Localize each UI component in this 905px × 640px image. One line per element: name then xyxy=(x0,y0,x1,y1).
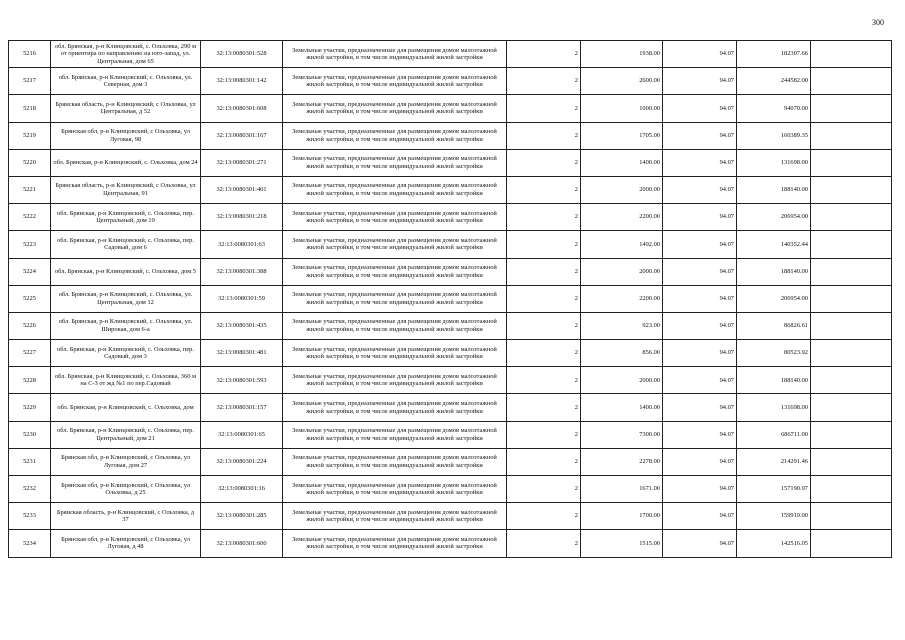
category-cell: 2 xyxy=(507,231,581,258)
row-number: 5223 xyxy=(9,231,51,258)
empty-cell xyxy=(811,530,892,557)
row-number: 5216 xyxy=(9,41,51,68)
table-row xyxy=(9,340,892,367)
cadastral-value-cell: 80523.92 xyxy=(737,340,811,367)
empty-cell xyxy=(811,68,892,95)
permitted-use-cell: Земельные участки, предназначенные для размещения домов малоэтажной жилой застройки, в том числе индивидуальной жилой застройки xyxy=(283,176,507,203)
table-row xyxy=(9,421,892,448)
cadastral-number-cell: 32:13:0080301:608 xyxy=(201,95,283,122)
table-body xyxy=(9,41,892,558)
category-cell: 2 xyxy=(507,448,581,475)
address-cell: обл. Брянская, р-н Клинцовский, с. Ольховка, дом 24 xyxy=(51,149,201,176)
address-cell: обл. Брянская, р-н Клинцовский, с. Ольховка, ул. Центральная, дом 12 xyxy=(51,285,201,312)
cadastral-number-cell: 32:13:0080301:528 xyxy=(201,41,283,68)
empty-cell xyxy=(811,285,892,312)
cadastral-number-cell: 32:13:0080301:388 xyxy=(201,258,283,285)
cadastral-number-cell: 32:13:0080301:157 xyxy=(201,394,283,421)
empty-cell xyxy=(811,95,892,122)
cadastral-value-cell: 131698.00 xyxy=(737,149,811,176)
table-row xyxy=(9,231,892,258)
cadastral-number-cell: 32:13:0080301:461 xyxy=(201,176,283,203)
category-cell: 2 xyxy=(507,258,581,285)
specific-value-cell: 94.07 xyxy=(663,312,737,339)
cadastral-number-cell: 32:13:0080301:224 xyxy=(201,448,283,475)
cadastral-number-cell: 32:13:0080301:218 xyxy=(201,204,283,231)
cadastral-number-cell: 32:13:0080301:16 xyxy=(201,476,283,503)
row-number: 5218 xyxy=(9,95,51,122)
cadastral-value-cell: 214291.46 xyxy=(737,448,811,475)
category-cell: 2 xyxy=(507,122,581,149)
empty-cell xyxy=(811,476,892,503)
empty-cell xyxy=(811,149,892,176)
land-registry-table xyxy=(8,40,892,558)
cadastral-number-cell: 32:13:0080301:285 xyxy=(201,503,283,530)
row-number: 5219 xyxy=(9,122,51,149)
cadastral-number-cell: 32:13:0080301:600 xyxy=(201,530,283,557)
address-cell: Брянская область, р-н Клинцовский, с Ольховка, д 37 xyxy=(51,503,201,530)
category-cell: 2 xyxy=(507,204,581,231)
permitted-use-cell: Земельные участки, предназначенные для размещения домов малоэтажной жилой застройки, в том числе индивидуальной жилой застройки xyxy=(283,367,507,394)
table-row xyxy=(9,312,892,339)
permitted-use-cell: Земельные участки, предназначенные для размещения домов малоэтажной жилой застройки, в том числе индивидуальной жилой застройки xyxy=(283,68,507,95)
row-number: 5232 xyxy=(9,476,51,503)
area-cell: 1400.00 xyxy=(581,149,663,176)
cadastral-number-cell: 32:13:0080301:435 xyxy=(201,312,283,339)
empty-cell xyxy=(811,258,892,285)
area-cell: 2000.00 xyxy=(581,176,663,203)
cadastral-value-cell: 140352.44 xyxy=(737,231,811,258)
area-cell: 2200.00 xyxy=(581,204,663,231)
address-cell: Брянская обл, р-н Клинцовский, с Ольховка, ул Луговая, 98 xyxy=(51,122,201,149)
empty-cell xyxy=(811,41,892,68)
table-row xyxy=(9,367,892,394)
row-number: 5227 xyxy=(9,340,51,367)
row-number: 5222 xyxy=(9,204,51,231)
cadastral-number-cell: 32:13:0080301:167 xyxy=(201,122,283,149)
row-number: 5220 xyxy=(9,149,51,176)
empty-cell xyxy=(811,503,892,530)
row-number: 5221 xyxy=(9,176,51,203)
cadastral-number-cell: 32:13:0080301:142 xyxy=(201,68,283,95)
table-row xyxy=(9,41,892,68)
table-row xyxy=(9,149,892,176)
row-number: 5224 xyxy=(9,258,51,285)
specific-value-cell: 94.07 xyxy=(663,95,737,122)
area-cell: 7300.00 xyxy=(581,421,663,448)
empty-cell xyxy=(811,448,892,475)
cadastral-number-cell: 32:13:0080301:593 xyxy=(201,367,283,394)
permitted-use-cell: Земельные участки, предназначенные для размещения домов малоэтажной жилой застройки, в том числе индивидуальной жилой застройки xyxy=(283,340,507,367)
cadastral-value-cell: 86826.61 xyxy=(737,312,811,339)
category-cell: 2 xyxy=(507,285,581,312)
area-cell: 2278.00 xyxy=(581,448,663,475)
permitted-use-cell: Земельные участки, предназначенные для размещения домов малоэтажной жилой застройки, в том числе индивидуальной жилой застройки xyxy=(283,204,507,231)
area-cell: 1671.00 xyxy=(581,476,663,503)
row-number: 5229 xyxy=(9,394,51,421)
empty-cell xyxy=(811,176,892,203)
specific-value-cell: 94.07 xyxy=(663,367,737,394)
row-number: 5228 xyxy=(9,367,51,394)
cadastral-value-cell: 206954.00 xyxy=(737,285,811,312)
empty-cell xyxy=(811,204,892,231)
address-cell: обл. Брянская, р-н Клинцовский, с. Ольховка, пер. Центральный, дом 21 xyxy=(51,421,201,448)
address-cell: обл. Брянская, р-н Клинцовский, с. Ольховка, пер. Садовый, дом 6 xyxy=(51,231,201,258)
page-number: 300 xyxy=(872,18,884,27)
category-cell: 2 xyxy=(507,176,581,203)
cadastral-number-cell: 32:13:0080301:65 xyxy=(201,421,283,448)
category-cell: 2 xyxy=(507,340,581,367)
permitted-use-cell: Земельные участки, предназначенные для размещения домов малоэтажной жилой застройки, в том числе индивидуальной жилой застройки xyxy=(283,421,507,448)
address-cell: обл. Брянская, р-н Клинцовский, с. Ольховка, 290 м от ориентира по направлению на юго-запад, ул. Центральная, дом 65 xyxy=(51,41,201,68)
area-cell: 856.00 xyxy=(581,340,663,367)
table-row xyxy=(9,394,892,421)
specific-value-cell: 94.07 xyxy=(663,421,737,448)
cadastral-value-cell: 188140.00 xyxy=(737,176,811,203)
area-cell: 1492.00 xyxy=(581,231,663,258)
permitted-use-cell: Земельные участки, предназначенные для размещения домов малоэтажной жилой застройки, в том числе индивидуальной жилой застройки xyxy=(283,258,507,285)
area-cell: 2000.00 xyxy=(581,367,663,394)
table-row xyxy=(9,204,892,231)
empty-cell xyxy=(811,421,892,448)
category-cell: 2 xyxy=(507,312,581,339)
specific-value-cell: 94.07 xyxy=(663,448,737,475)
area-cell: 1700.00 xyxy=(581,503,663,530)
permitted-use-cell: Земельные участки, предназначенные для размещения домов малоэтажной жилой застройки, в том числе индивидуальной жилой застройки xyxy=(283,231,507,258)
category-cell: 2 xyxy=(507,95,581,122)
address-cell: обл. Брянская, р-н Клинцовский, с. Ольховка, дом xyxy=(51,394,201,421)
table-row xyxy=(9,258,892,285)
cadastral-value-cell: 159919.00 xyxy=(737,503,811,530)
specific-value-cell: 94.07 xyxy=(663,149,737,176)
row-number: 5225 xyxy=(9,285,51,312)
area-cell: 1705.00 xyxy=(581,122,663,149)
empty-cell xyxy=(811,122,892,149)
category-cell: 2 xyxy=(507,503,581,530)
permitted-use-cell: Земельные участки, предназначенные для размещения домов малоэтажной жилой застройки, в том числе индивидуальной жилой застройки xyxy=(283,285,507,312)
empty-cell xyxy=(811,312,892,339)
table-row xyxy=(9,95,892,122)
cadastral-value-cell: 160389.35 xyxy=(737,122,811,149)
area-cell: 1000.00 xyxy=(581,95,663,122)
area-cell: 1400.00 xyxy=(581,394,663,421)
specific-value-cell: 94.07 xyxy=(663,68,737,95)
address-cell: обл. Брянская, р-н Клинцовский, с. Ольховка, 360 м на С-З от жд №1 по пер.Садовый xyxy=(51,367,201,394)
table-row xyxy=(9,530,892,557)
specific-value-cell: 94.07 xyxy=(663,285,737,312)
table-row xyxy=(9,503,892,530)
permitted-use-cell: Земельные участки, предназначенные для размещения домов малоэтажной жилой застройки, в том числе индивидуальной жилой застройки xyxy=(283,122,507,149)
specific-value-cell: 94.07 xyxy=(663,231,737,258)
cadastral-value-cell: 188140.00 xyxy=(737,258,811,285)
permitted-use-cell: Земельные участки, предназначенные для размещения домов малоэтажной жилой застройки, в том числе индивидуальной жилой застройки xyxy=(283,394,507,421)
category-cell: 2 xyxy=(507,149,581,176)
area-cell: 2000.00 xyxy=(581,258,663,285)
address-cell: обл. Брянская, р-н Клинцовский, с. Ольховка, ул. Северная, дом 3 xyxy=(51,68,201,95)
area-cell: 2200.00 xyxy=(581,285,663,312)
specific-value-cell: 94.07 xyxy=(663,503,737,530)
row-number: 5233 xyxy=(9,503,51,530)
cadastral-number-cell: 32:13:0080301:59 xyxy=(201,285,283,312)
permitted-use-cell: Земельные участки, предназначенные для размещения домов малоэтажной жилой застройки, в том числе индивидуальной жилой застройки xyxy=(283,41,507,68)
empty-cell xyxy=(811,340,892,367)
category-cell: 2 xyxy=(507,476,581,503)
cadastral-value-cell: 188140.00 xyxy=(737,367,811,394)
specific-value-cell: 94.07 xyxy=(663,394,737,421)
row-number: 5230 xyxy=(9,421,51,448)
specific-value-cell: 94.07 xyxy=(663,41,737,68)
address-cell: Брянская область, р-н Клинцовский, с Ольховка, ул Центральная, 91 xyxy=(51,176,201,203)
address-cell: Брянская обл, р-н Клинцовский, с Ольховка, ул Луговая, д 48 xyxy=(51,530,201,557)
permitted-use-cell: Земельные участки, предназначенные для размещения домов малоэтажной жилой застройки, в том числе индивидуальной жилой застройки xyxy=(283,312,507,339)
cadastral-value-cell: 244582.00 xyxy=(737,68,811,95)
cadastral-value-cell: 182307.66 xyxy=(737,41,811,68)
cadastral-value-cell: 131698.00 xyxy=(737,394,811,421)
cadastral-value-cell: 157190.97 xyxy=(737,476,811,503)
category-cell: 2 xyxy=(507,421,581,448)
permitted-use-cell: Земельные участки, предназначенные для размещения домов малоэтажной жилой застройки, в том числе индивидуальной жилой застройки xyxy=(283,503,507,530)
permitted-use-cell: Земельные участки, предназначенные для размещения домов малоэтажной жилой застройки, в том числе индивидуальной жилой застройки xyxy=(283,530,507,557)
area-cell: 923.00 xyxy=(581,312,663,339)
row-number: 5234 xyxy=(9,530,51,557)
specific-value-cell: 94.07 xyxy=(663,340,737,367)
category-cell: 2 xyxy=(507,41,581,68)
category-cell: 2 xyxy=(507,394,581,421)
permitted-use-cell: Земельные участки, предназначенные для размещения домов малоэтажной жилой застройки, в том числе индивидуальной жилой застройки xyxy=(283,149,507,176)
row-number: 5217 xyxy=(9,68,51,95)
specific-value-cell: 94.07 xyxy=(663,204,737,231)
category-cell: 2 xyxy=(507,68,581,95)
area-cell: 2600.00 xyxy=(581,68,663,95)
address-cell: Брянская обл, р-н Клинцовский, с Ольховка, ул Луговая, дом 27 xyxy=(51,448,201,475)
area-cell: 1938.00 xyxy=(581,41,663,68)
empty-cell xyxy=(811,367,892,394)
address-cell: Брянская область, р-н Клинцовский, с Ольховка, ул Центральная, д 52 xyxy=(51,95,201,122)
table-row xyxy=(9,68,892,95)
cadastral-number-cell: 32:13:0080301:271 xyxy=(201,149,283,176)
cadastral-value-cell: 206954.00 xyxy=(737,204,811,231)
table-row xyxy=(9,285,892,312)
table-row xyxy=(9,476,892,503)
category-cell: 2 xyxy=(507,530,581,557)
cadastral-number-cell: 32:13:0080301:481 xyxy=(201,340,283,367)
specific-value-cell: 94.07 xyxy=(663,476,737,503)
permitted-use-cell: Земельные участки, предназначенные для размещения домов малоэтажной жилой застройки, в том числе индивидуальной жилой застройки xyxy=(283,95,507,122)
empty-cell xyxy=(811,231,892,258)
permitted-use-cell: Земельные участки, предназначенные для размещения домов малоэтажной жилой застройки, в том числе индивидуальной жилой застройки xyxy=(283,476,507,503)
row-number: 5226 xyxy=(9,312,51,339)
table-row xyxy=(9,448,892,475)
permitted-use-cell: Земельные участки, предназначенные для размещения домов малоэтажной жилой застройки, в том числе индивидуальной жилой застройки xyxy=(283,448,507,475)
cadastral-value-cell: 686711.00 xyxy=(737,421,811,448)
cadastral-value-cell: 94070.00 xyxy=(737,95,811,122)
empty-cell xyxy=(811,394,892,421)
cadastral-value-cell: 142516.05 xyxy=(737,530,811,557)
address-cell: обл. Брянская, р-н Клинцовский, с. Ольховка, пер. Садовый, дом 3 xyxy=(51,340,201,367)
specific-value-cell: 94.07 xyxy=(663,122,737,149)
specific-value-cell: 94.07 xyxy=(663,176,737,203)
table-row xyxy=(9,176,892,203)
address-cell: обл. Брянская, р-н Клинцовский, с. Ольховка, дом 5 xyxy=(51,258,201,285)
category-cell: 2 xyxy=(507,367,581,394)
address-cell: Брянская обл, р-н Клинцовский, с Ольховка, ул Ольховка, д 25 xyxy=(51,476,201,503)
area-cell: 1515.00 xyxy=(581,530,663,557)
specific-value-cell: 94.07 xyxy=(663,258,737,285)
table-row xyxy=(9,122,892,149)
address-cell: обл. Брянская, р-н Клинцовский, с. Ольховка, пер. Центральный, дом 19 xyxy=(51,204,201,231)
specific-value-cell: 94.07 xyxy=(663,530,737,557)
row-number: 5231 xyxy=(9,448,51,475)
address-cell: обл. Брянская, р-н Клинцовский, с. Ольховка, ул. Широкая, дом 6-а xyxy=(51,312,201,339)
cadastral-number-cell: 32:13:0080301:63 xyxy=(201,231,283,258)
